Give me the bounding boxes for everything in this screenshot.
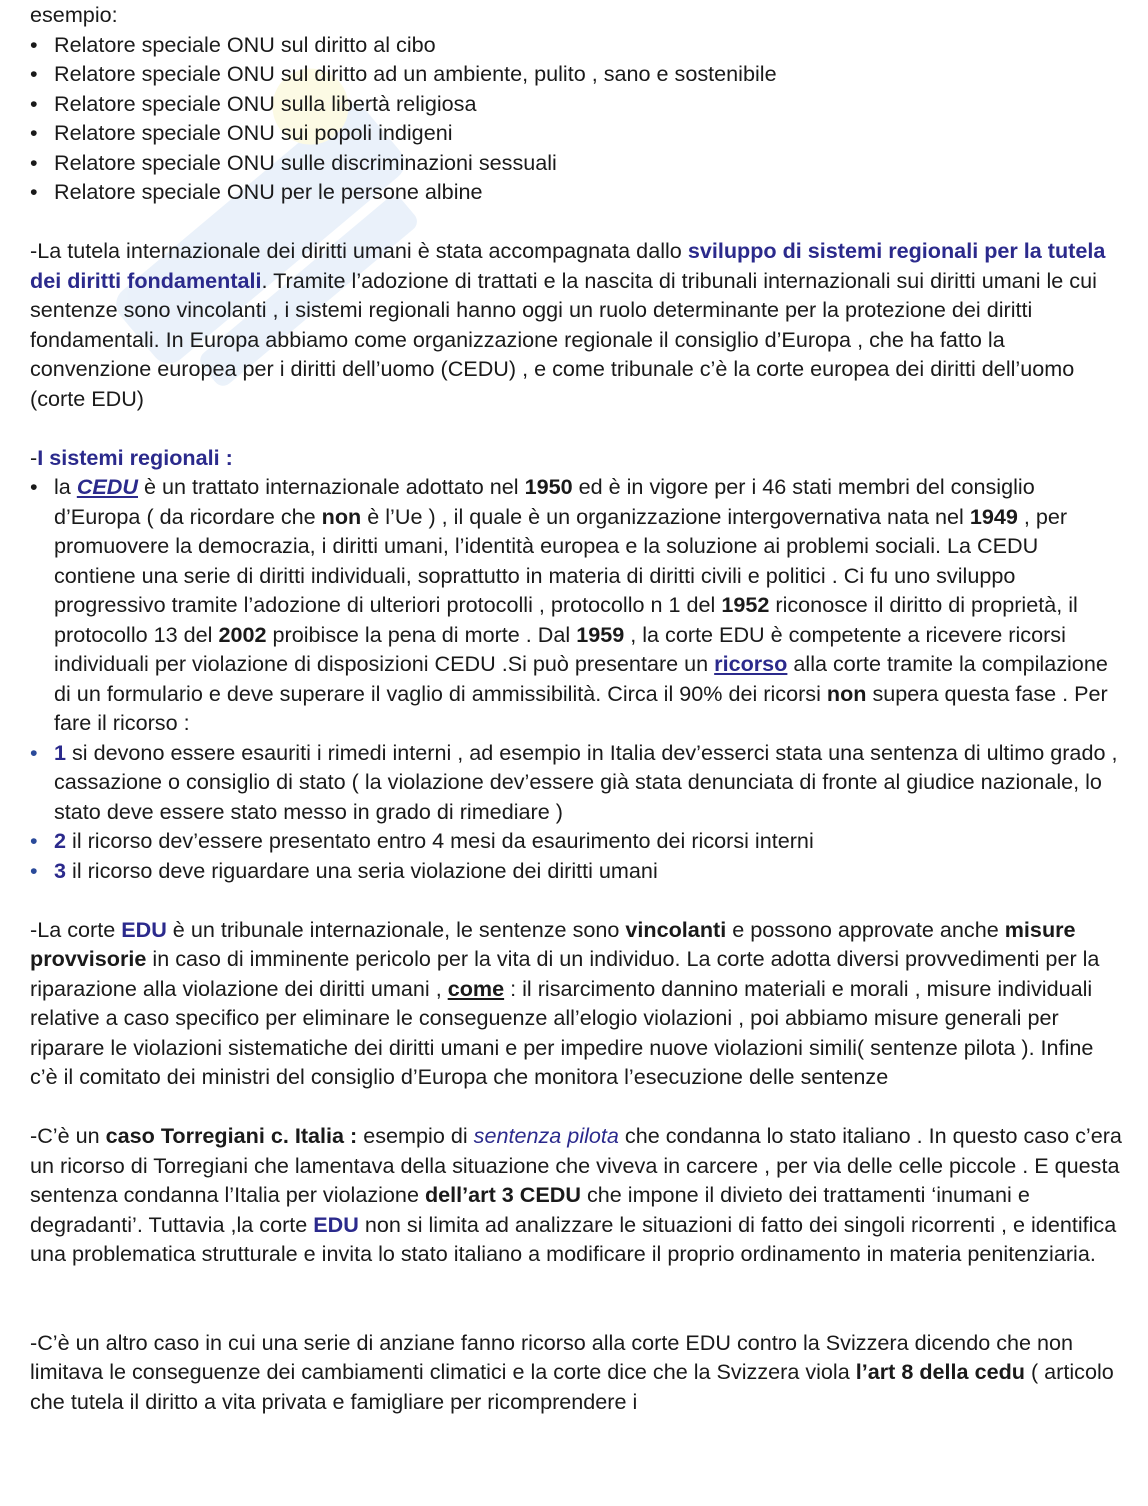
intro-text: esempio: [30, 2, 118, 27]
bullet-icon: • [30, 120, 38, 145]
bullet-icon: • [30, 31, 38, 57]
paragraph-corte-edu: -La corte EDU è un tribunale internazionale, le sentenze sono vincolanti e possono approvate anche misure provvisorie in caso di imminente pericolo per la vita di un individuo. La corte adotta diversi provvedimenti per la riparazione alla violazione dei diritti umani , come : il risarcimento dannino materiali e morali , misure individuali relative a caso specifico per eliminare le conseguenze all’elogio violazioni , poi abbiamo misure generali per riparare le violazioni sistematiche dei diritti umani e per impedire nuove violazioni simili( sentenze pilota ). Infine c’è il comitato dei ministri del consiglio d’Europa che monitora l’esecuzione delle sentenze [30, 916, 1100, 1089]
bullet-icon: • [30, 739, 38, 765]
bullet-icon: • [30, 149, 38, 175]
condition-item: • 1 si devono essere esauriti i rimedi interni , ad esempio in Italia dev’esserci stata una sentenza di ultimo grado , cassazione o consiglio di stato ( la violazione dev’essere già stata denunciata di fronte al giudice nazionale, lo stato deve essere stato messo in grado di rimediare ) [30, 739, 1118, 824]
paragraph-torregiani: -C’è un caso Torregiani c. Italia : esempio di sentenza pilota che condanna lo stato italiano . In questo caso c’era un ricorso di Torregiani che lamentava della situazione che viveva in carcere , per via delle celle piccole . E questa sentenza condanna l’Italia per violazione dell’art 3 CEDU che impone il divieto dei trattamenti ‘inumani e degradanti’. Tuttavia ,la corte EDU non si limita ad analizzare le situazioni di fatto dei singoli ricorrenti , e identifica una problematica strutturale e invita lo stato italiano a modificare il proprio ordinamento in materia penitenziaria. [30, 1123, 1122, 1266]
paragraph-regional-systems: -La tutela internazionale dei diritti umani è stata accompagnata dallo sviluppo di sistemi regionali per la tutela dei diritti fondamentali. Tramite l’adozione di trattati e la nascita di tribunali internazionali sui diritti umani le cui sentenze sono vincolanti , i sistemi regionali hanno oggi un ruolo determinante per la protezione dei diritti fondamentali. In Europa abbiamo come organizzazione regionale il consiglio d’Europa , che ha fatto la convenzione europea per i diritti dell’uomo (CEDU) , e come tribunale c’è la corte europea dei diritti dell’uomo (corte EDU) [30, 238, 1106, 411]
cedu-link[interactable]: CEDU [76, 474, 138, 499]
list-item-cedu: • la CEDU è un trattato internazionale adottato nel 1950 ed è in vigore per i 46 stati membri del consiglio d’Europa ( da ricordare che non è l’Ue ) , il quale è un organizzazione intergovernativa nata nel 1949 , per promuovere la democrazia, i diritti umani, l’identità europea e la soluzione ai problemi sociali. La CEDU contiene una serie di diritti individuali, soprattutto in materia di diritti civili e politici . Ci fu uno sviluppo progressivo tramite l’adozione di ulteriori protocolli , protocollo n 1 del 1952 riconosce il diritto di proprietà, il protocollo 13 del 2002 proibisce la pena di morte . Dal 1959 , la corte EDU è competente a ricevere ricorsi individuali per violazione di disposizioni CEDU .Si può presentare un ricorso alla corte tramite la compilazione di un formulario e deve superare il vaglio di ammissibilità. Circa il 90% dei ricorsi non supera questa fase . Per fare il ricorso : [30, 474, 1108, 735]
list-item: • Relatore speciale ONU sul diritto al cibo [30, 30, 1125, 60]
document-page [30, 0, 1125, 1416]
condition-item: • 3 il ricorso deve riguardare una seria violazione dei diritti umani [30, 856, 1125, 886]
bullet-icon: • [30, 828, 38, 853]
list-item: • Relatore speciale ONU sul diritto ad un ambiente, pulito , sano e sostenibile [30, 59, 1125, 89]
ricorso-link[interactable]: ricorso [714, 651, 788, 676]
list-item: • Relatore speciale ONU sulla libertà religiosa [30, 89, 1125, 119]
section-heading: -I sistemi regionali : [30, 444, 233, 470]
bullet-icon: • [30, 857, 38, 883]
condition-item: • 2 il ricorso dev’essere presentato entro 4 mesi da esaurimento dei ricorsi interni [30, 826, 1125, 856]
list-item: • Relatore speciale ONU sulle discriminazioni sessuali [30, 148, 1125, 178]
list-item: • Relatore speciale ONU sui popoli indigeni [30, 118, 1125, 148]
bullet-icon: • [30, 90, 38, 116]
list-item: • Relatore speciale ONU per le persone albine [30, 177, 1125, 207]
highlight-regional-development: sviluppo di sistemi regionali per la tutela dei diritti fondamentali [30, 238, 1106, 293]
bullet-icon: • [30, 474, 38, 499]
paragraph-svizzera: -C’è un altro caso in cui una serie di anziane fanno ricorso alla corte EDU contro la Svizzera dicendo che non limitava le conseguenze dei cambiamenti climatici e la corte dice che la Svizzera viola l’art 8 della cedu ( articolo che tutela il diritto a vita privata e famigliare per ricomprendere i [30, 1329, 1114, 1414]
bullet-icon: • [30, 61, 38, 86]
come-link[interactable]: come [447, 975, 505, 1001]
rapporteur-list [30, 30, 1125, 207]
bullet-icon: • [30, 179, 38, 204]
